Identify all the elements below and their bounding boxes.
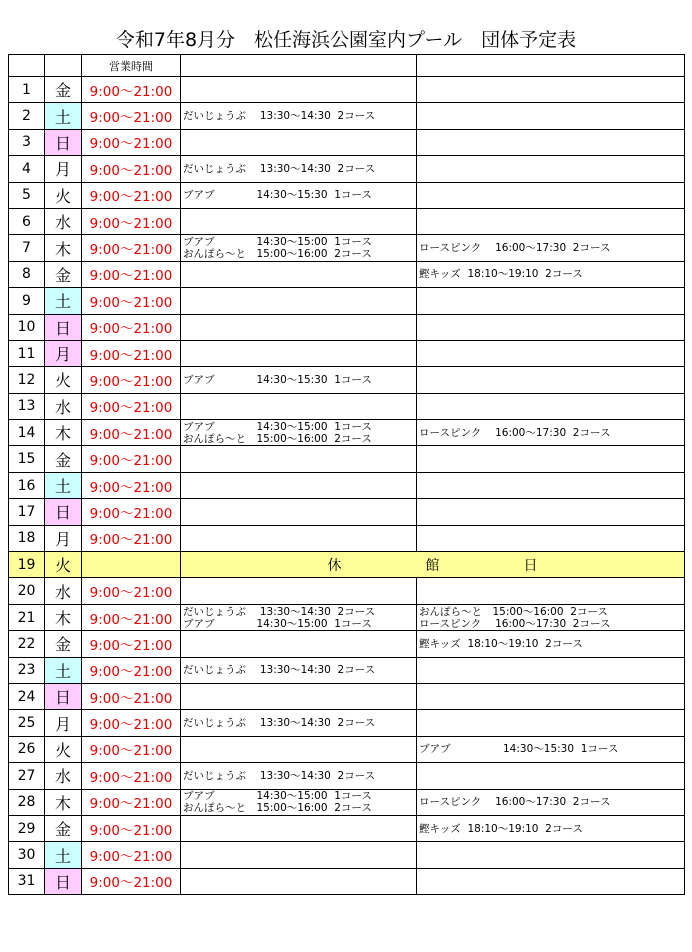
day-row bbox=[9, 631, 685, 657]
hours-cell: 9:00～21:00 bbox=[82, 393, 181, 419]
reservation-entry: ロースピンク 16:00～17:30 2コース bbox=[419, 617, 611, 630]
day-row bbox=[9, 129, 685, 155]
weekday-cell: 土 bbox=[45, 472, 82, 498]
group-slot-1 bbox=[181, 736, 417, 762]
group-slot-1 bbox=[181, 420, 417, 446]
day-number: 8 bbox=[9, 261, 45, 287]
day-row bbox=[9, 604, 685, 630]
day-row bbox=[9, 657, 685, 683]
group-slot-1 bbox=[181, 208, 417, 234]
day-number: 24 bbox=[9, 683, 45, 709]
day-number: 17 bbox=[9, 499, 45, 525]
day-row bbox=[9, 420, 685, 446]
group-slot-1 bbox=[181, 631, 417, 657]
weekday-cell: 金 bbox=[45, 77, 82, 103]
day-number: 23 bbox=[9, 657, 45, 683]
day-number: 2 bbox=[9, 103, 45, 129]
hours-cell: 9:00～21:00 bbox=[82, 763, 181, 789]
day-number: 28 bbox=[9, 789, 45, 815]
hours-cell: 9:00～21:00 bbox=[82, 103, 181, 129]
hours-cell: 9:00～21:00 bbox=[82, 631, 181, 657]
day-row bbox=[9, 288, 685, 314]
day-row bbox=[9, 367, 685, 393]
header-weekday-cell bbox=[45, 55, 82, 77]
weekday-cell: 土 bbox=[45, 842, 82, 868]
day-row bbox=[9, 472, 685, 498]
group-slot-2 bbox=[417, 261, 685, 287]
group-slot-2 bbox=[417, 156, 685, 182]
day-number: 18 bbox=[9, 525, 45, 551]
reservation-entry: ブアブ 14:30～15:30 1コース bbox=[183, 373, 372, 386]
day-row bbox=[9, 683, 685, 709]
day-number: 6 bbox=[9, 208, 45, 234]
group-slot-2 bbox=[417, 182, 685, 208]
group-slot-2 bbox=[417, 683, 685, 709]
hours-cell: 9:00～21:00 bbox=[82, 499, 181, 525]
group-slot-2 bbox=[417, 393, 685, 419]
hours-cell: 9:00～21:00 bbox=[82, 683, 181, 709]
hours-cell: 9:00～21:00 bbox=[82, 288, 181, 314]
group-slot-1 bbox=[181, 288, 417, 314]
day-number: 19 bbox=[9, 552, 45, 578]
reservation-entry: おんぽら～と 15:00～16:00 2コース bbox=[183, 432, 372, 445]
weekday-cell: 月 bbox=[45, 340, 82, 366]
day-row bbox=[9, 393, 685, 419]
group-slot-1 bbox=[181, 156, 417, 182]
group-slot-1 bbox=[181, 683, 417, 709]
reservation-entry: ロースピンク 16:00～17:30 2コース bbox=[419, 426, 611, 439]
hours-cell: 9:00～21:00 bbox=[82, 472, 181, 498]
reservation-entry: だいじょうぶ 13:30～14:30 2コース bbox=[183, 162, 376, 175]
hours-cell: 9:00～21:00 bbox=[82, 235, 181, 261]
group-slot-1 bbox=[181, 763, 417, 789]
weekday-cell: 日 bbox=[45, 314, 82, 340]
reservation-entry: おんぽら～と 15:00～16:00 2コース bbox=[183, 802, 372, 815]
group-slot-1 bbox=[181, 657, 417, 683]
reservation-entry: 鰹キッズ 18:10～19:10 2コース bbox=[419, 822, 583, 835]
group-slot-1 bbox=[181, 842, 417, 868]
hours-cell: 9:00～21:00 bbox=[82, 525, 181, 551]
day-number: 29 bbox=[9, 815, 45, 841]
closed-row bbox=[9, 552, 685, 578]
weekday-cell: 水 bbox=[45, 763, 82, 789]
day-row bbox=[9, 446, 685, 472]
group-slot-2 bbox=[417, 77, 685, 103]
day-number: 31 bbox=[9, 868, 45, 894]
reservation-entry: だいじょうぶ 13:30～14:30 2コース bbox=[183, 605, 376, 618]
hours-cell: 9:00～21:00 bbox=[82, 367, 181, 393]
group-slot-1 bbox=[181, 446, 417, 472]
group-slot-1 bbox=[181, 499, 417, 525]
weekday-cell: 水 bbox=[45, 393, 82, 419]
day-number: 7 bbox=[9, 235, 45, 261]
group-slot-2 bbox=[417, 314, 685, 340]
day-number: 26 bbox=[9, 736, 45, 762]
schedule-table bbox=[8, 54, 685, 895]
weekday-cell: 木 bbox=[45, 420, 82, 446]
day-number: 21 bbox=[9, 604, 45, 630]
reservation-entry: おんぽら～と 15:00～16:00 2コース bbox=[419, 605, 608, 618]
group-slot-1 bbox=[181, 472, 417, 498]
group-slot-1 bbox=[181, 578, 417, 604]
group-slot-1 bbox=[181, 261, 417, 287]
group-slot-2 bbox=[417, 340, 685, 366]
weekday-cell: 木 bbox=[45, 604, 82, 630]
reservation-entry: 鰹キッズ 18:10～19:10 2コース bbox=[419, 637, 583, 650]
group-slot-2 bbox=[417, 208, 685, 234]
hours-cell: 9:00～21:00 bbox=[82, 129, 181, 155]
group-slot-2 bbox=[417, 499, 685, 525]
reservation-entry: だいじょうぶ 13:30～14:30 2コース bbox=[183, 664, 376, 677]
group-slot-1 bbox=[181, 710, 417, 736]
day-row bbox=[9, 156, 685, 182]
reservation-entry: 鰹キッズ 18:10～19:10 2コース bbox=[419, 268, 583, 281]
weekday-cell: 水 bbox=[45, 578, 82, 604]
day-row bbox=[9, 182, 685, 208]
weekday-cell: 日 bbox=[45, 868, 82, 894]
reservation-entry: だいじょうぶ 13:30～14:30 2コース bbox=[183, 110, 376, 123]
header-group1-cell bbox=[181, 55, 417, 77]
day-number: 12 bbox=[9, 367, 45, 393]
hours-cell: 9:00～21:00 bbox=[82, 156, 181, 182]
group-slot-2 bbox=[417, 288, 685, 314]
group-slot-2 bbox=[417, 604, 685, 630]
weekday-cell: 火 bbox=[45, 552, 82, 578]
hours-cell: 9:00～21:00 bbox=[82, 578, 181, 604]
group-slot-1 bbox=[181, 182, 417, 208]
group-slot-2 bbox=[417, 710, 685, 736]
day-row bbox=[9, 710, 685, 736]
reservation-entry: ブアブ 14:30～15:30 1コース bbox=[419, 743, 619, 756]
hours-cell: 9:00～21:00 bbox=[82, 77, 181, 103]
group-slot-2 bbox=[417, 420, 685, 446]
weekday-cell: 日 bbox=[45, 129, 82, 155]
weekday-cell: 木 bbox=[45, 789, 82, 815]
group-slot-2 bbox=[417, 129, 685, 155]
group-slot-1 bbox=[181, 367, 417, 393]
weekday-cell: 火 bbox=[45, 736, 82, 762]
closed-day-label: 休 館 日 bbox=[181, 552, 685, 578]
hours-cell bbox=[82, 552, 181, 578]
day-number: 13 bbox=[9, 393, 45, 419]
reservation-entry: だいじょうぶ 13:30～14:30 2コース bbox=[183, 769, 376, 782]
weekday-cell: 木 bbox=[45, 235, 82, 261]
day-number: 5 bbox=[9, 182, 45, 208]
hours-cell: 9:00～21:00 bbox=[82, 815, 181, 841]
group-slot-1 bbox=[181, 314, 417, 340]
group-slot-2 bbox=[417, 631, 685, 657]
hours-cell: 9:00～21:00 bbox=[82, 314, 181, 340]
day-number: 16 bbox=[9, 472, 45, 498]
hours-cell: 9:00～21:00 bbox=[82, 868, 181, 894]
day-number: 15 bbox=[9, 446, 45, 472]
weekday-cell: 日 bbox=[45, 499, 82, 525]
day-row bbox=[9, 340, 685, 366]
group-slot-2 bbox=[417, 815, 685, 841]
group-slot-1 bbox=[181, 868, 417, 894]
day-number: 9 bbox=[9, 288, 45, 314]
reservation-entry: おんぽら～と 15:00～16:00 2コース bbox=[183, 248, 372, 261]
group-slot-2 bbox=[417, 763, 685, 789]
group-slot-2 bbox=[417, 789, 685, 815]
day-number: 27 bbox=[9, 763, 45, 789]
group-slot-1 bbox=[181, 235, 417, 261]
group-slot-1 bbox=[181, 815, 417, 841]
day-number: 11 bbox=[9, 340, 45, 366]
reservation-entry: ロースピンク 16:00～17:30 2コース bbox=[419, 796, 611, 809]
weekday-cell: 金 bbox=[45, 631, 82, 657]
weekday-cell: 土 bbox=[45, 657, 82, 683]
day-number: 1 bbox=[9, 77, 45, 103]
day-number: 22 bbox=[9, 631, 45, 657]
group-slot-1 bbox=[181, 525, 417, 551]
reservation-entry: ブアブ 14:30～15:00 1コース bbox=[183, 617, 372, 630]
hours-cell: 9:00～21:00 bbox=[82, 657, 181, 683]
hours-header: 営業時間 bbox=[82, 55, 181, 77]
hours-cell: 9:00～21:00 bbox=[82, 789, 181, 815]
group-slot-1 bbox=[181, 129, 417, 155]
group-slot-2 bbox=[417, 235, 685, 261]
day-number: 30 bbox=[9, 842, 45, 868]
header-group2-cell bbox=[417, 55, 685, 77]
hours-cell: 9:00～21:00 bbox=[82, 182, 181, 208]
day-row bbox=[9, 815, 685, 841]
weekday-cell: 土 bbox=[45, 288, 82, 314]
header-day-cell bbox=[9, 55, 45, 77]
group-slot-1 bbox=[181, 604, 417, 630]
reservation-entry: ブアブ 14:30～15:30 1コース bbox=[183, 189, 372, 202]
hours-cell: 9:00～21:00 bbox=[82, 710, 181, 736]
group-slot-2 bbox=[417, 736, 685, 762]
hours-cell: 9:00～21:00 bbox=[82, 736, 181, 762]
group-slot-2 bbox=[417, 657, 685, 683]
group-slot-2 bbox=[417, 103, 685, 129]
day-number: 3 bbox=[9, 129, 45, 155]
group-slot-2 bbox=[417, 367, 685, 393]
day-row bbox=[9, 525, 685, 551]
hours-cell: 9:00～21:00 bbox=[82, 604, 181, 630]
group-slot-1 bbox=[181, 103, 417, 129]
day-row bbox=[9, 789, 685, 815]
group-slot-2 bbox=[417, 446, 685, 472]
weekday-cell: 火 bbox=[45, 182, 82, 208]
day-number: 10 bbox=[9, 314, 45, 340]
day-row bbox=[9, 842, 685, 868]
day-row bbox=[9, 261, 685, 287]
hours-cell: 9:00～21:00 bbox=[82, 340, 181, 366]
day-row bbox=[9, 208, 685, 234]
day-number: 14 bbox=[9, 420, 45, 446]
day-row bbox=[9, 235, 685, 261]
weekday-cell: 月 bbox=[45, 156, 82, 182]
hours-cell: 9:00～21:00 bbox=[82, 446, 181, 472]
reservation-entry: ブアブ 14:30～15:00 1コース bbox=[183, 236, 372, 249]
group-slot-2 bbox=[417, 525, 685, 551]
group-slot-1 bbox=[181, 340, 417, 366]
weekday-cell: 金 bbox=[45, 815, 82, 841]
page-title: 令和7年8月分 松任海浜公園室内プール 団体予定表 bbox=[115, 29, 577, 51]
day-row bbox=[9, 103, 685, 129]
weekday-cell: 金 bbox=[45, 446, 82, 472]
hours-cell: 9:00～21:00 bbox=[82, 842, 181, 868]
weekday-cell: 金 bbox=[45, 261, 82, 287]
reservation-entry: ロースピンク 16:00～17:30 2コース bbox=[419, 242, 611, 255]
reservation-entry: ブアブ 14:30～15:00 1コース bbox=[183, 790, 372, 803]
day-row bbox=[9, 736, 685, 762]
group-slot-2 bbox=[417, 578, 685, 604]
day-row bbox=[9, 314, 685, 340]
group-slot-2 bbox=[417, 472, 685, 498]
group-slot-2 bbox=[417, 868, 685, 894]
group-slot-1 bbox=[181, 77, 417, 103]
day-row bbox=[9, 868, 685, 894]
day-number: 20 bbox=[9, 578, 45, 604]
day-row bbox=[9, 499, 685, 525]
weekday-cell: 土 bbox=[45, 103, 82, 129]
weekday-cell: 月 bbox=[45, 710, 82, 736]
reservation-entry: だいじょうぶ 13:30～14:30 2コース bbox=[183, 717, 376, 730]
day-row bbox=[9, 578, 685, 604]
group-slot-2 bbox=[417, 842, 685, 868]
weekday-cell: 月 bbox=[45, 525, 82, 551]
hours-cell: 9:00～21:00 bbox=[82, 420, 181, 446]
day-row bbox=[9, 77, 685, 103]
group-slot-1 bbox=[181, 393, 417, 419]
day-row bbox=[9, 763, 685, 789]
weekday-cell: 水 bbox=[45, 208, 82, 234]
group-slot-1 bbox=[181, 789, 417, 815]
weekday-cell: 火 bbox=[45, 367, 82, 393]
weekday-cell: 日 bbox=[45, 683, 82, 709]
hours-cell: 9:00～21:00 bbox=[82, 261, 181, 287]
day-number: 25 bbox=[9, 710, 45, 736]
reservation-entry: ブアブ 14:30～15:00 1コース bbox=[183, 420, 372, 433]
hours-cell: 9:00～21:00 bbox=[82, 208, 181, 234]
header-row bbox=[9, 55, 685, 77]
day-number: 4 bbox=[9, 156, 45, 182]
